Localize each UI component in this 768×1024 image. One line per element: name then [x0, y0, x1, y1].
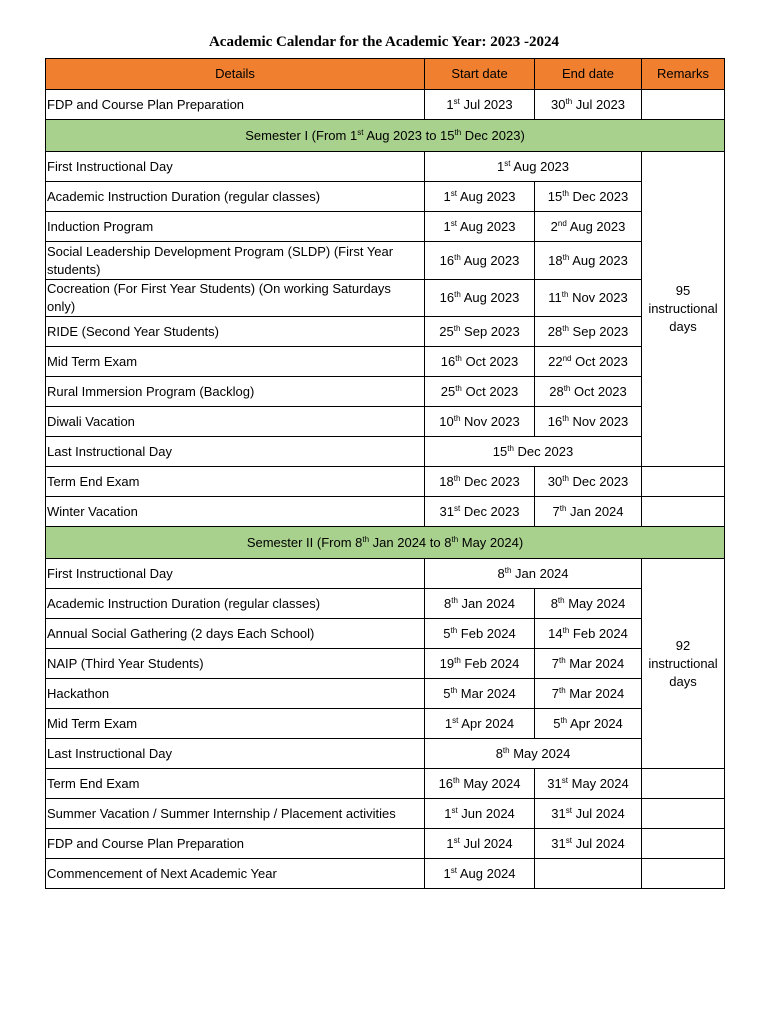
row-remarks	[642, 497, 725, 527]
row-end-date: 14th Feb 2024	[535, 619, 642, 649]
row-start-date: 5th Mar 2024	[425, 679, 535, 709]
row-remarks	[642, 829, 725, 859]
row-details: Commencement of Next Academic Year	[46, 859, 425, 889]
row-end-date: 7th Mar 2024	[535, 649, 642, 679]
row-start-date: 1st Jul 2023	[425, 90, 535, 120]
row-end-date: 11th Nov 2023	[535, 280, 642, 317]
semester-banner: Semester I (From 1st Aug 2023 to 15th Dec 2023)	[46, 120, 725, 152]
table-row	[46, 709, 725, 739]
table-row	[46, 619, 725, 649]
table-row	[46, 182, 725, 212]
table-row	[46, 242, 725, 280]
row-details: Rural Immersion Program (Backlog)	[46, 377, 425, 407]
row-details: Induction Program	[46, 212, 425, 242]
header-remarks: Remarks	[642, 59, 725, 90]
row-date: 1st Aug 2023	[425, 152, 642, 182]
row-details: Academic Instruction Duration (regular classes)	[46, 589, 425, 619]
row-start-date: 18th Dec 2023	[425, 467, 535, 497]
calendar-table	[45, 58, 725, 889]
row-start-date: 8th Jan 2024	[425, 589, 535, 619]
table-row	[46, 799, 725, 829]
row-end-date: 30th Jul 2023	[535, 90, 642, 120]
table-row	[46, 377, 725, 407]
row-details: Summer Vacation / Summer Internship / Placement activities	[46, 799, 425, 829]
row-details: Last Instructional Day	[46, 739, 425, 769]
row-start-date: 16th May 2024	[425, 769, 535, 799]
row-start-date: 1st Aug 2024	[425, 859, 535, 889]
remarks-instructional-days: 92 instructional days	[642, 559, 725, 769]
table-row	[46, 739, 725, 769]
row-end-date: 18th Aug 2023	[535, 242, 642, 280]
row-end-date: 22nd Oct 2023	[535, 347, 642, 377]
row-end-date: 5th Apr 2024	[535, 709, 642, 739]
row-details: Term End Exam	[46, 769, 425, 799]
row-details: Mid Term Exam	[46, 709, 425, 739]
table-row	[46, 859, 725, 889]
row-start-date: 16th Aug 2023	[425, 280, 535, 317]
row-details: FDP and Course Plan Preparation	[46, 90, 425, 120]
row-start-date: 16th Oct 2023	[425, 347, 535, 377]
row-date: 8th Jan 2024	[425, 559, 642, 589]
row-end-date: 31st May 2024	[535, 769, 642, 799]
row-start-date: 31st Dec 2023	[425, 497, 535, 527]
table-row	[46, 437, 725, 467]
row-details: Last Instructional Day	[46, 437, 425, 467]
row-date: 8th May 2024	[425, 739, 642, 769]
row-start-date: 1st Jul 2024	[425, 829, 535, 859]
header-details: Details	[46, 59, 425, 90]
table-row	[46, 769, 725, 799]
table-row	[46, 317, 725, 347]
row-remarks	[642, 467, 725, 497]
table-row	[46, 829, 725, 859]
row-end-date: 7th Mar 2024	[535, 679, 642, 709]
row-start-date: 16th Aug 2023	[425, 242, 535, 280]
row-details: FDP and Course Plan Preparation	[46, 829, 425, 859]
table-row	[46, 467, 725, 497]
row-end-date: 8th May 2024	[535, 589, 642, 619]
row-end-date: 31st Jul 2024	[535, 829, 642, 859]
row-end-date: 28th Sep 2023	[535, 317, 642, 347]
remarks-instructional-days: 95 instructional days	[642, 152, 725, 467]
row-details: Term End Exam	[46, 467, 425, 497]
row-remarks	[642, 769, 725, 799]
row-end-date: 31st Jul 2024	[535, 799, 642, 829]
row-start-date: 1st Aug 2023	[425, 182, 535, 212]
row-remarks	[642, 90, 725, 120]
row-start-date: 25th Oct 2023	[425, 377, 535, 407]
table-row	[46, 497, 725, 527]
row-details: Diwali Vacation	[46, 407, 425, 437]
sem1-banner-row	[46, 120, 725, 152]
row-details: Annual Social Gathering (2 days Each School)	[46, 619, 425, 649]
row-details: Mid Term Exam	[46, 347, 425, 377]
row-start-date: 19th Feb 2024	[425, 649, 535, 679]
header-end-date: End date	[535, 59, 642, 90]
row-end-date	[535, 859, 642, 889]
row-details: First Instructional Day	[46, 152, 425, 182]
row-start-date: 10th Nov 2023	[425, 407, 535, 437]
table-row	[46, 589, 725, 619]
row-details: RIDE (Second Year Students)	[46, 317, 425, 347]
table-row	[46, 280, 725, 317]
row-remarks	[642, 859, 725, 889]
row-details: First Instructional Day	[46, 559, 425, 589]
row-start-date: 1st Apr 2024	[425, 709, 535, 739]
table-row	[46, 90, 725, 120]
row-details: Winter Vacation	[46, 497, 425, 527]
row-end-date: 16th Nov 2023	[535, 407, 642, 437]
row-start-date: 5th Feb 2024	[425, 619, 535, 649]
semester-banner: Semester II (From 8th Jan 2024 to 8th May 2024)	[46, 527, 725, 559]
row-end-date: 7th Jan 2024	[535, 497, 642, 527]
row-end-date: 2nd Aug 2023	[535, 212, 642, 242]
table-row	[46, 679, 725, 709]
header-start-date: Start date	[425, 59, 535, 90]
table-row	[46, 347, 725, 377]
table-row	[46, 407, 725, 437]
header-row	[46, 59, 725, 90]
page-title: Academic Calendar for the Academic Year: 2023 -2024	[208, 34, 560, 50]
row-start-date: 25th Sep 2023	[425, 317, 535, 347]
row-details: Cocreation (For First Year Students) (On working Saturdays only)	[46, 280, 425, 317]
sem2-banner-row	[46, 527, 725, 559]
table-row	[46, 559, 725, 589]
row-date: 15th Dec 2023	[425, 437, 642, 467]
row-details: Social Leadership Development Program (SLDP) (First Year students)	[46, 242, 425, 280]
row-details: NAIP (Third Year Students)	[46, 649, 425, 679]
row-end-date: 15th Dec 2023	[535, 182, 642, 212]
row-details: Academic Instruction Duration (regular classes)	[46, 182, 425, 212]
row-remarks	[642, 799, 725, 829]
row-end-date: 30th Dec 2023	[535, 467, 642, 497]
row-start-date: 1st Aug 2023	[425, 212, 535, 242]
row-start-date: 1st Jun 2024	[425, 799, 535, 829]
table-row	[46, 649, 725, 679]
row-end-date: 28th Oct 2023	[535, 377, 642, 407]
table-row	[46, 212, 725, 242]
table-row	[46, 152, 725, 182]
row-details: Hackathon	[46, 679, 425, 709]
